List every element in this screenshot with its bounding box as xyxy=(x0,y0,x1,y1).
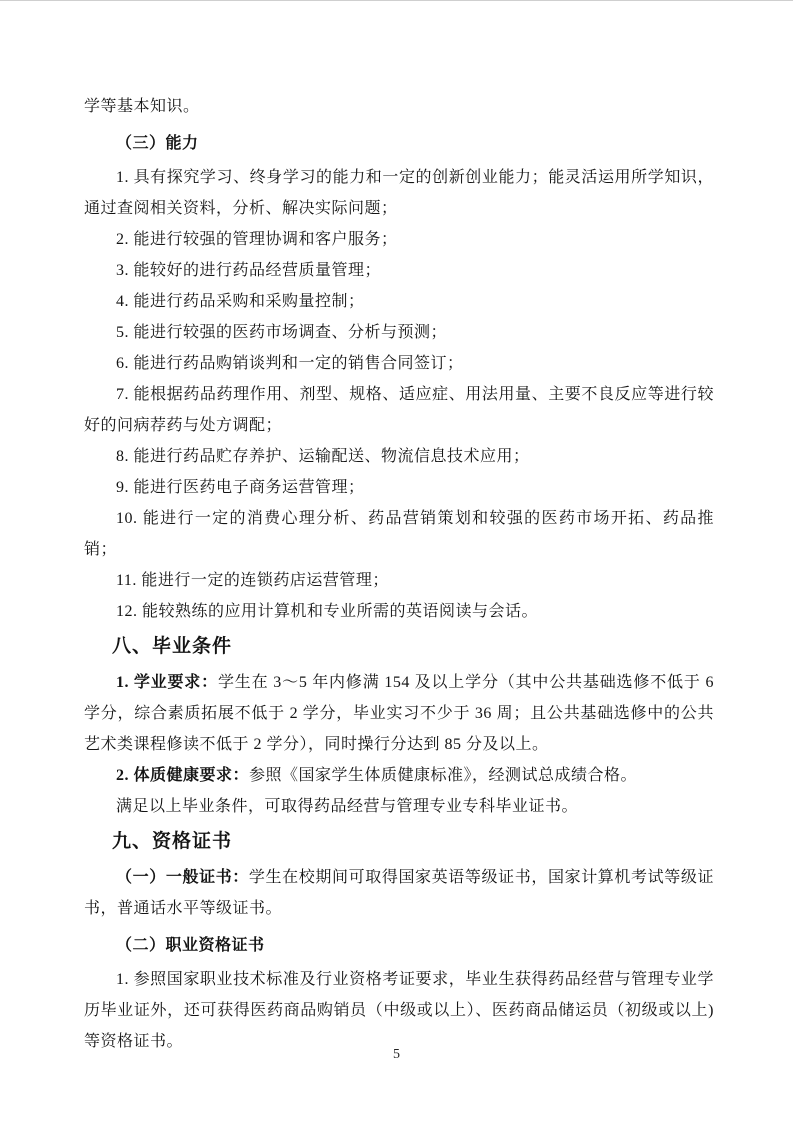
chapter-heading-graduation: 八、毕业条件 xyxy=(112,636,233,657)
certificate-vocational-paragraph: 1. 参照国家职业技术标准及行业资格考证要求，毕业生获得药品经营与管理专业学历毕业证外，还可获得医药商品购销员（中级或以上）、医药商品储运员（初级或以上)等资格证书。 xyxy=(84,971,714,1050)
graduation-health-text: 参照《国家学生体质健康标准》，经测试总成绩合格。 xyxy=(249,767,638,784)
section-heading-vocational: （二）职业资格证书 xyxy=(116,937,265,954)
ability-item-4: 4. 能进行药品采购和采购量控制； xyxy=(116,293,365,310)
ability-item-2: 2. 能进行较强的管理协调和客户服务； xyxy=(116,231,398,248)
ability-item-7: 7. 能根据药品药理作用、剂型、规格、适应症、用法用量、主要不良反应等进行较好的问病荐药与处方调配； xyxy=(84,386,714,434)
ability-item-11: 11. 能进行一定的连锁药店运营管理； xyxy=(116,572,389,589)
graduation-health-label: 2. 体质健康要求： xyxy=(116,767,250,784)
graduation-academic-label: 1. 学业要求： xyxy=(116,674,218,691)
ability-item-5: 5. 能进行较强的医药市场调查、分析与预测； xyxy=(116,324,448,341)
graduation-health-paragraph xyxy=(84,760,714,791)
certificate-general-text: 学生在校期间可取得国家英语等级证书，国家计算机考试等级证书，普通话水平等级证书。 xyxy=(84,869,714,917)
section-heading-ability: （三）能力 xyxy=(116,135,199,152)
ability-item-9: 9. 能进行医药电子商务运营管理； xyxy=(116,479,365,496)
ability-item-10: 10. 能进行一定的消费心理分析、药品营销策划和较强的医药市场开拓、药品推销； xyxy=(84,510,714,558)
page-number: 5 xyxy=(393,1047,400,1062)
graduation-academic-paragraph xyxy=(84,667,714,760)
graduation-closing-paragraph: 满足以上毕业条件，可取得药品经营与管理专业专科毕业证书。 xyxy=(116,798,579,815)
document-body xyxy=(84,91,714,1057)
ability-item-6: 6. 能进行药品购销谈判和一定的销售合同签订； xyxy=(116,355,464,372)
graduation-academic-text: 学生在 3～5 年内修满 154 及以上学分（其中公共基础选修不低于 6 学分，综合素质拓展不低于 2 学分，毕业实习不少于 36 周；且公共基础选修中的公共艺术类课程修读不低于 2 学分），同时操行分达到 85 分及以上。 xyxy=(84,674,714,753)
ability-item-8: 8. 能进行药品贮存养护、运输配送、物流信息技术应用； xyxy=(116,448,530,465)
ability-item-3: 3. 能较好的进行药品经营质量管理； xyxy=(116,262,382,279)
continuation-paragraph: 学等基本知识。 xyxy=(84,98,200,115)
ability-item-1: 1. 具有探究学习、终身学习的能力和一定的创新创业能力；能灵活运用所学知识，通过查阅相关资料，分析、解决实际问题； xyxy=(84,169,714,217)
chapter-heading-certificates: 九、资格证书 xyxy=(112,831,233,852)
certificate-general-label: （一）一般证书： xyxy=(116,869,249,886)
certificate-general-paragraph xyxy=(84,862,714,924)
ability-item-12: 12. 能较熟练的应用计算机和专业所需的英语阅读与会话。 xyxy=(116,603,539,620)
